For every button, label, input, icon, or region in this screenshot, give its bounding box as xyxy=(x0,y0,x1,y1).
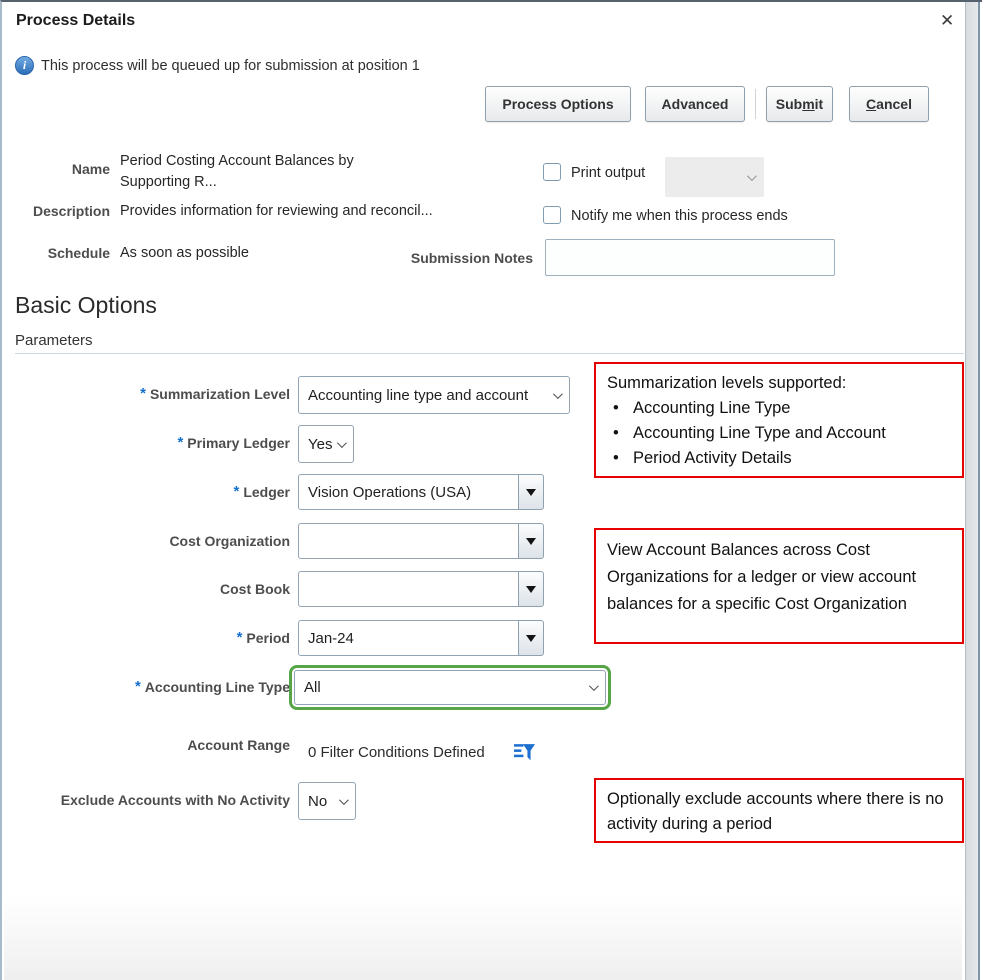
primary-ledger-label: * Primary Ledger xyxy=(177,434,290,451)
annotation-cost-organizations: View Account Balances across Cost Organizations for a ledger or view account balances for a specific Cost Organization xyxy=(594,528,964,644)
annotation-title: Summarization levels supported: xyxy=(607,374,847,392)
bottom-gradient xyxy=(4,895,962,980)
exclude-no-activity-select[interactable]: No xyxy=(298,782,356,820)
scrollbar[interactable] xyxy=(966,2,978,980)
annotation-exclude-accounts: Optionally exclude accounts where there is no activity during a period xyxy=(594,778,964,843)
info-icon: i xyxy=(15,56,34,75)
period-label: * Period xyxy=(236,629,290,646)
exclude-no-activity-label: Exclude Accounts with No Activity xyxy=(60,792,290,808)
filter-icon xyxy=(514,741,535,762)
ledger-input[interactable]: Vision Operations (USA) xyxy=(298,474,519,510)
print-output-label: Print output xyxy=(571,165,646,181)
print-output-checkbox[interactable] xyxy=(543,163,561,181)
submission-notes-input[interactable] xyxy=(545,239,835,276)
cost-book-dropdown-button[interactable] xyxy=(518,571,544,607)
dropdown-triangle-icon xyxy=(526,586,536,593)
print-output-format-select xyxy=(665,157,764,197)
parameters-subheading: Parameters xyxy=(15,332,93,349)
submission-notes-label: Submission Notes xyxy=(410,250,533,266)
required-icon: * xyxy=(134,678,141,695)
schedule-value: As soon as possible xyxy=(120,245,249,261)
chevron-down-icon xyxy=(337,438,347,448)
close-button[interactable] xyxy=(940,12,954,29)
dialog-right-border xyxy=(978,2,980,980)
annotation-summarization-levels xyxy=(594,362,964,478)
close-icon: ✕ xyxy=(940,11,955,30)
account-range-label: Account Range xyxy=(187,737,290,753)
dropdown-triangle-icon xyxy=(526,538,536,545)
cost-organization-dropdown-button[interactable] xyxy=(518,523,544,559)
dropdown-triangle-icon xyxy=(526,489,536,496)
cost-organization-label: Cost Organization xyxy=(169,533,290,549)
annotation-bullet: • Accounting Line Type xyxy=(613,399,791,417)
dropdown-triangle-icon xyxy=(526,635,536,642)
schedule-label: Schedule xyxy=(47,245,110,261)
accounting-line-type-select[interactable]: All xyxy=(294,670,606,705)
period-dropdown-button[interactable] xyxy=(518,620,544,656)
name-label: Name xyxy=(71,161,110,177)
account-range-value: 0 Filter Conditions Defined xyxy=(308,744,485,761)
required-icon: * xyxy=(236,629,243,646)
required-icon: * xyxy=(233,483,240,500)
required-icon: * xyxy=(140,385,146,402)
advanced-button[interactable]: Advanced xyxy=(645,86,745,122)
ledger-label: * Ledger xyxy=(233,483,290,500)
description-label: Description xyxy=(32,203,110,219)
summarization-level-label: * Summarization Level xyxy=(140,385,290,402)
cost-book-input[interactable] xyxy=(298,571,519,607)
chevron-down-icon xyxy=(589,681,599,691)
accounting-line-type-label: * Accounting Line Type xyxy=(134,678,290,695)
basic-options-heading: Basic Options xyxy=(15,292,157,318)
notify-label: Notify me when this process ends xyxy=(571,208,788,224)
chevron-down-icon xyxy=(747,171,757,181)
cancel-button[interactable]: Cancel xyxy=(849,86,929,122)
button-divider xyxy=(755,89,756,119)
accounting-line-type-highlight xyxy=(289,665,611,710)
submit-button[interactable]: Submit xyxy=(766,86,833,122)
parameters-divider xyxy=(15,353,964,354)
chevron-down-icon xyxy=(553,389,563,399)
name-value: Period Costing Account Balances by Supporting R... xyxy=(120,153,354,190)
page-title: Process Details xyxy=(16,12,136,29)
required-icon: * xyxy=(177,434,184,451)
filter-conditions-button[interactable] xyxy=(514,741,535,762)
cost-organization-input[interactable] xyxy=(298,523,519,559)
summarization-level-select[interactable]: Accounting line type and account xyxy=(298,376,570,414)
annotation-bullet: • Period Activity Details xyxy=(613,449,792,467)
info-message: This process will be queued up for submission at position 1 xyxy=(41,58,420,74)
cost-book-label: Cost Book xyxy=(220,581,290,597)
chevron-down-icon xyxy=(339,795,349,805)
period-input[interactable]: Jan-24 xyxy=(298,620,519,656)
annotation-bullet: • Accounting Line Type and Account xyxy=(613,424,886,442)
ledger-dropdown-button[interactable] xyxy=(518,474,544,510)
notify-checkbox[interactable] xyxy=(543,206,561,224)
process-options-button[interactable]: Process Options xyxy=(485,86,631,122)
description-value: Provides information for reviewing and reconcil... xyxy=(120,203,433,219)
primary-ledger-select[interactable]: Yes xyxy=(298,425,354,463)
